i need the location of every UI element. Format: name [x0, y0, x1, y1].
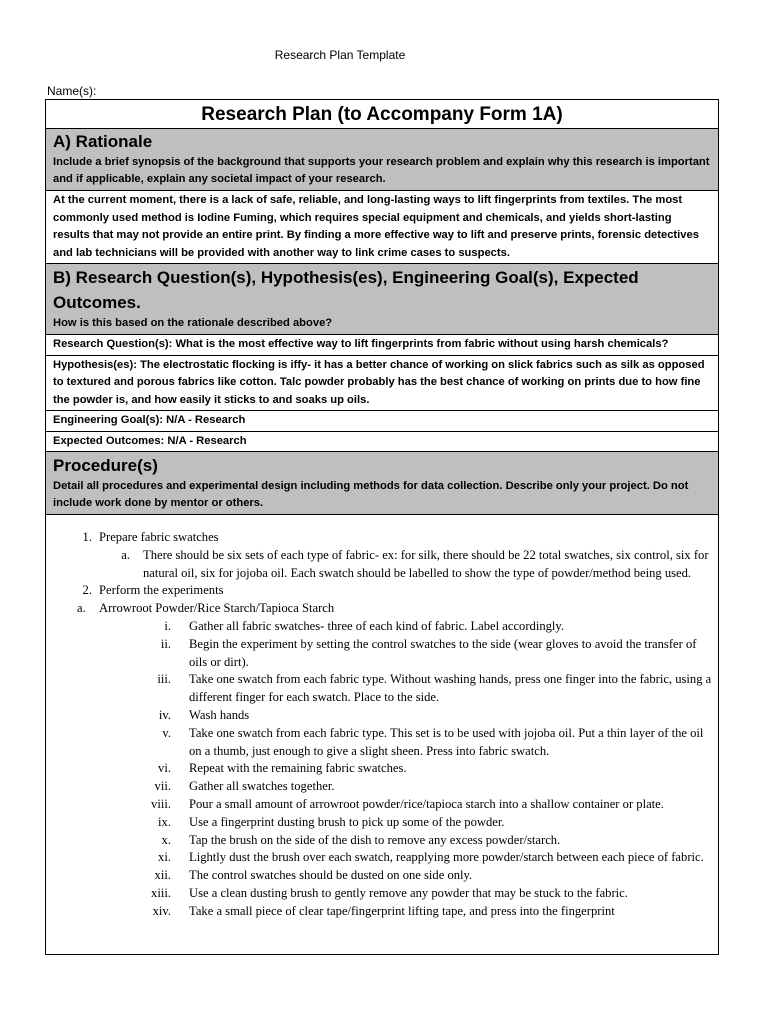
list-item-label: iii.	[157, 672, 171, 687]
list-item-label: vii.	[154, 779, 171, 794]
list-item-text: Take a small piece of clear tape/fingerprint lifting tape, and press into the fingerprint	[189, 903, 615, 918]
list-item-text: Use a fingerprint dusting brush to pick up some of the powder.	[189, 814, 505, 829]
list-item	[46, 778, 718, 796]
list-item-text: Tap the brush on the side of the dish to remove any excess powder/starch.	[189, 832, 561, 847]
list-item-text: Gather all swatches together.	[189, 779, 335, 794]
list-item	[46, 582, 718, 600]
hypothesis: Hypothesis(es): The electrostatic flocking is iffy- it has a better chance of working on slick fabrics such as silk as opposed to textured and porous fabrics like cotton. Talc powder probably has the best chance of working on prints due to how fine the powder is, and how easily it sticks to and soaks up oils.	[46, 356, 718, 412]
research-question: Research Question(s): What is the most effective way to lift fingerprints from fabric without using harsh chemicals?	[46, 335, 718, 356]
list-item-label: a.	[121, 547, 130, 562]
rationale-prompt: Include a brief synopsis of the background that supports your research problem and explain why this research is important and if applicable, explain any societal impact of your research.	[53, 156, 710, 185]
document-title: Research Plan Template	[274, 48, 406, 62]
list-item-text: The control swatches should be dusted on one side only.	[189, 868, 473, 883]
list-item-text: Repeat with the remaining fabric swatches.	[189, 761, 407, 776]
list-item	[46, 636, 718, 672]
list-item-label: viii.	[151, 796, 171, 811]
list-item-label: xiii.	[151, 885, 171, 900]
list-item-text: Perform the experiments	[99, 583, 224, 598]
list-item	[46, 707, 718, 725]
procedure-steps	[46, 515, 718, 921]
list-item-text: Prepare fabric swatches	[99, 530, 219, 544]
list-item-text: Wash hands	[189, 707, 250, 722]
list-item-label: ix.	[158, 814, 171, 829]
names-label: Name(s):	[47, 84, 97, 98]
procedure-prompt: Detail all procedures and experimental design including methods for data collection. Describe only your project. Do not include work done by mentor or others.	[53, 480, 689, 509]
list-item-label: i.	[164, 618, 171, 633]
list-item-text: Pour a small amount of arrowroot powder/rice/tapioca starch into a shallow container or plate.	[189, 796, 664, 811]
list-item-text: Take one swatch from each fabric type. Without washing hands, press one finger into the fabric, using a different finger for each swatch. Place to the side.	[189, 672, 712, 705]
list-item-label: ii.	[160, 636, 171, 651]
list-item	[46, 814, 718, 832]
list-item-text: Use a clean dusting brush to gently remove any powder that may be stuck to the fabric.	[189, 885, 628, 900]
list-item-label: xiv.	[152, 903, 171, 918]
list-item	[46, 867, 718, 885]
list-item	[46, 600, 718, 618]
list-item	[46, 885, 718, 903]
list-item-label: xi.	[158, 850, 171, 865]
procedure-header-cell	[46, 452, 718, 515]
rationale-heading: A) Rationale	[53, 132, 153, 151]
list-item-text: Begin the experiment by setting the control swatches to the side (wear gloves to avoid the transfer of oils or dirt).	[189, 636, 697, 669]
rationale-answer: At the current moment, there is a lack of safe, reliable, and long-lasting ways to lift fingerprints from textiles. The most commonly used method is Iodine Fuming, which requires special equipment and chemicals, and yields short-lasting results that may not provide an entire print. By finding a more effective way to lift and preserve prints, forensic detectives and lab technicians will be provided with another way to link crime cases to suspects.	[46, 191, 718, 264]
list-item-label: xii.	[154, 868, 171, 883]
expected-outcomes: Expected Outcomes: N/A - Research	[46, 432, 718, 453]
procedure-heading: Procedure(s)	[53, 456, 158, 475]
list-item	[46, 760, 718, 778]
engineering-goal: Engineering Goal(s): N/A - Research	[46, 411, 718, 432]
list-item	[46, 832, 718, 850]
research-header-cell	[46, 264, 718, 335]
list-item	[46, 671, 718, 707]
list-item	[46, 903, 718, 921]
rationale-header-cell	[46, 129, 718, 191]
research-heading: B) Research Question(s), Hypothesis(es), Engineering Goal(s), Expected Outcomes.	[53, 268, 639, 312]
research-prompt: How is this based on the rationale described above?	[53, 317, 333, 329]
list-item	[46, 725, 718, 761]
list-item-label: v.	[162, 725, 171, 740]
list-item-label: x.	[161, 832, 171, 847]
plan-title: Research Plan (to Accompany Form 1A)	[46, 100, 718, 129]
list-item-text: Gather all fabric swatches- three of each kind of fabric. Label accordingly.	[189, 618, 565, 633]
list-item-text: Take one swatch from each fabric type. This set is to be used with jojoba oil. Put a thin layer of the oil on a thumb, just enough to give a slight sheen. Press into fabric swatch.	[189, 725, 704, 758]
list-item	[46, 849, 718, 867]
research-plan-table	[45, 99, 719, 955]
list-item-text: Arrowroot Powder/Rice Starch/Tapioca Starch	[99, 601, 335, 616]
list-item-label: vi.	[158, 761, 171, 776]
list-item-label: a.	[77, 601, 86, 616]
list-item-text: Lightly dust the brush over each swatch, reapplying more powder/starch between each piece of fabric.	[189, 850, 704, 865]
list-item	[46, 529, 718, 547]
list-item-label: 2.	[82, 583, 92, 598]
list-item-text: There should be six sets of each type of fabric- ex: for silk, there should be 22 total swatches, six control, six for natural oil, six for jojoba oil. Each swatch should be labelled to show the type of powder/method being used.	[143, 547, 709, 580]
list-item	[46, 618, 718, 636]
list-item-label: 1.	[82, 530, 92, 544]
list-item-label: iv.	[158, 707, 171, 722]
list-item	[46, 547, 718, 583]
list-item	[46, 796, 718, 814]
